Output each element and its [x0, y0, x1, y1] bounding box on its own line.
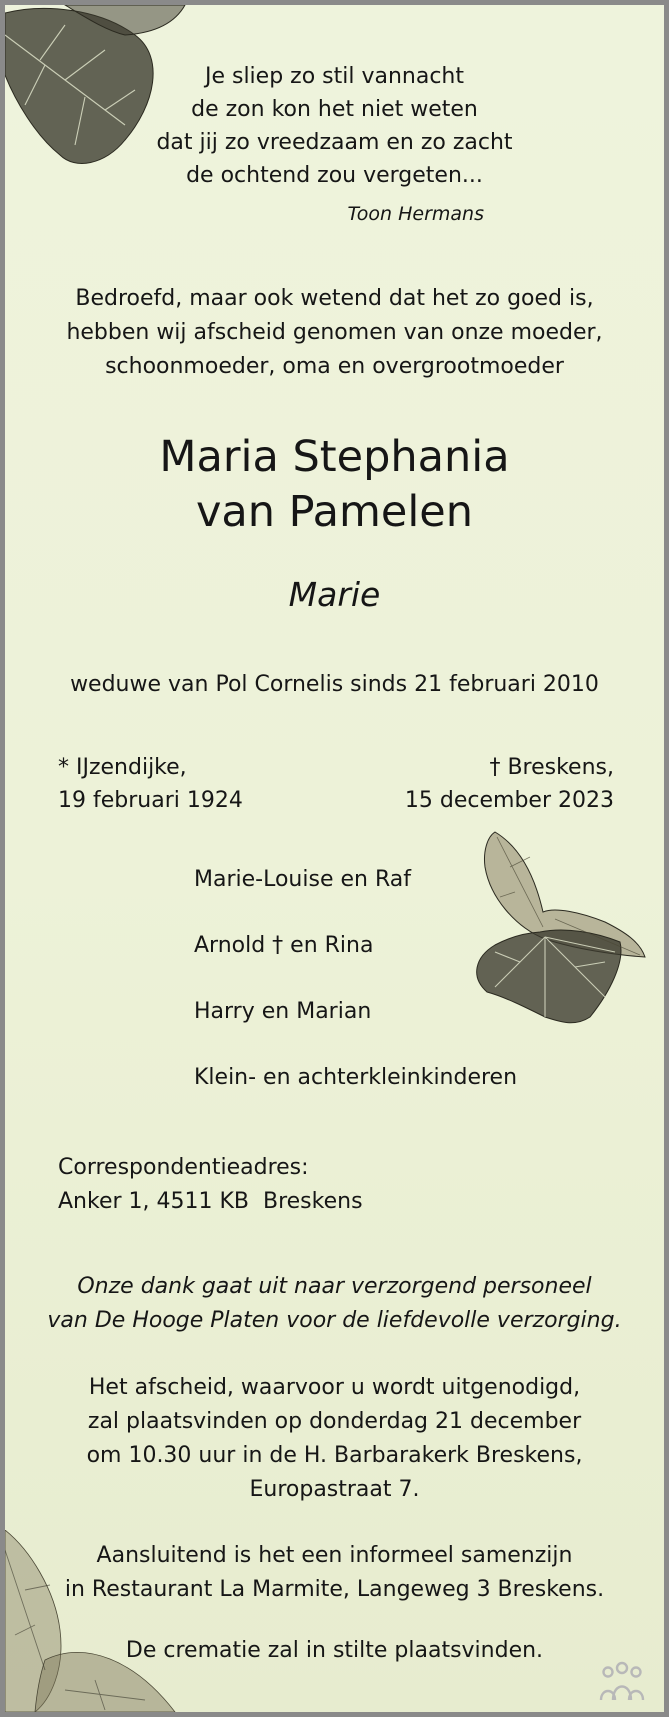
death-notice-card — [5, 5, 664, 1712]
service-text — [5, 1371, 664, 1507]
family-logo-icon — [598, 1660, 646, 1702]
death-date: 15 december 2023 — [404, 788, 614, 813]
birth-info — [58, 751, 243, 817]
deceased-name — [5, 430, 664, 540]
intro-line: schoonmoeder, oma en overgrootmoeder — [105, 354, 564, 379]
correspondence-label: Correspondentieadres: — [58, 1155, 309, 1180]
poem-author: Toon Hermans — [347, 203, 484, 225]
name-line-2: van Pamelen — [195, 487, 474, 537]
widow-text: weduwe van Pol Cornelis sinds 21 februari 2010 — [70, 672, 599, 697]
family-member: Arnold † en Rina — [194, 933, 374, 958]
birth-place: * IJzendijke, — [58, 755, 187, 780]
service-line: Europastraat 7. — [249, 1477, 420, 1502]
death-place: † Breskens, — [489, 755, 614, 780]
family-member: Marie-Louise en Raf — [194, 867, 411, 892]
service-line: zal plaatsvinden op donderdag 21 december — [87, 1409, 582, 1434]
correspondence-address: Anker 1, 4511 KB Breskens — [58, 1189, 363, 1214]
birth-date: 19 februari 1924 — [58, 788, 243, 813]
correspondence — [58, 1151, 363, 1219]
poem-line: de zon kon het niet weten — [191, 97, 478, 122]
death-info — [405, 751, 614, 817]
family-member: Klein- en achterkleinkinderen — [194, 1065, 518, 1090]
family-member: Harry en Marian — [194, 999, 372, 1024]
name-line-1: Maria Stephania — [159, 432, 510, 482]
service-line: Het afscheid, waarvoor u wordt uitgenodigd, — [88, 1375, 581, 1400]
thanks-line: van De Hooge Platen voor de liefdevolle verzorging. — [47, 1308, 622, 1333]
poem-line: de ochtend zou vergeten... — [186, 163, 483, 188]
poem-line: Je sliep zo stil vannacht — [204, 64, 465, 89]
intro-line: hebben wij afscheid genomen van onze moeder, — [66, 320, 603, 345]
cremation-text: De crematie zal in stilte plaatsvinden. — [125, 1638, 544, 1663]
gathering-line: in Restaurant La Marmite, Langeweg 3 Breskens. — [64, 1577, 605, 1602]
poem-line: dat jij zo vreedzaam en zo zacht — [156, 130, 513, 155]
family-list — [194, 867, 517, 1131]
intro-text — [5, 282, 664, 384]
thanks-text — [5, 1270, 664, 1338]
nickname: Marie — [288, 575, 381, 614]
thanks-line: Onze dank gaat uit naar verzorgend personeel — [77, 1274, 592, 1299]
gathering-text — [5, 1539, 664, 1607]
intro-line: Bedroefd, maar ook wetend dat het zo goed is, — [75, 286, 594, 311]
poem — [5, 60, 664, 192]
service-line: om 10.30 uur in de H. Barbarakerk Breskens, — [86, 1443, 583, 1468]
gathering-line: Aansluitend is het een informeel samenzijn — [96, 1543, 573, 1568]
